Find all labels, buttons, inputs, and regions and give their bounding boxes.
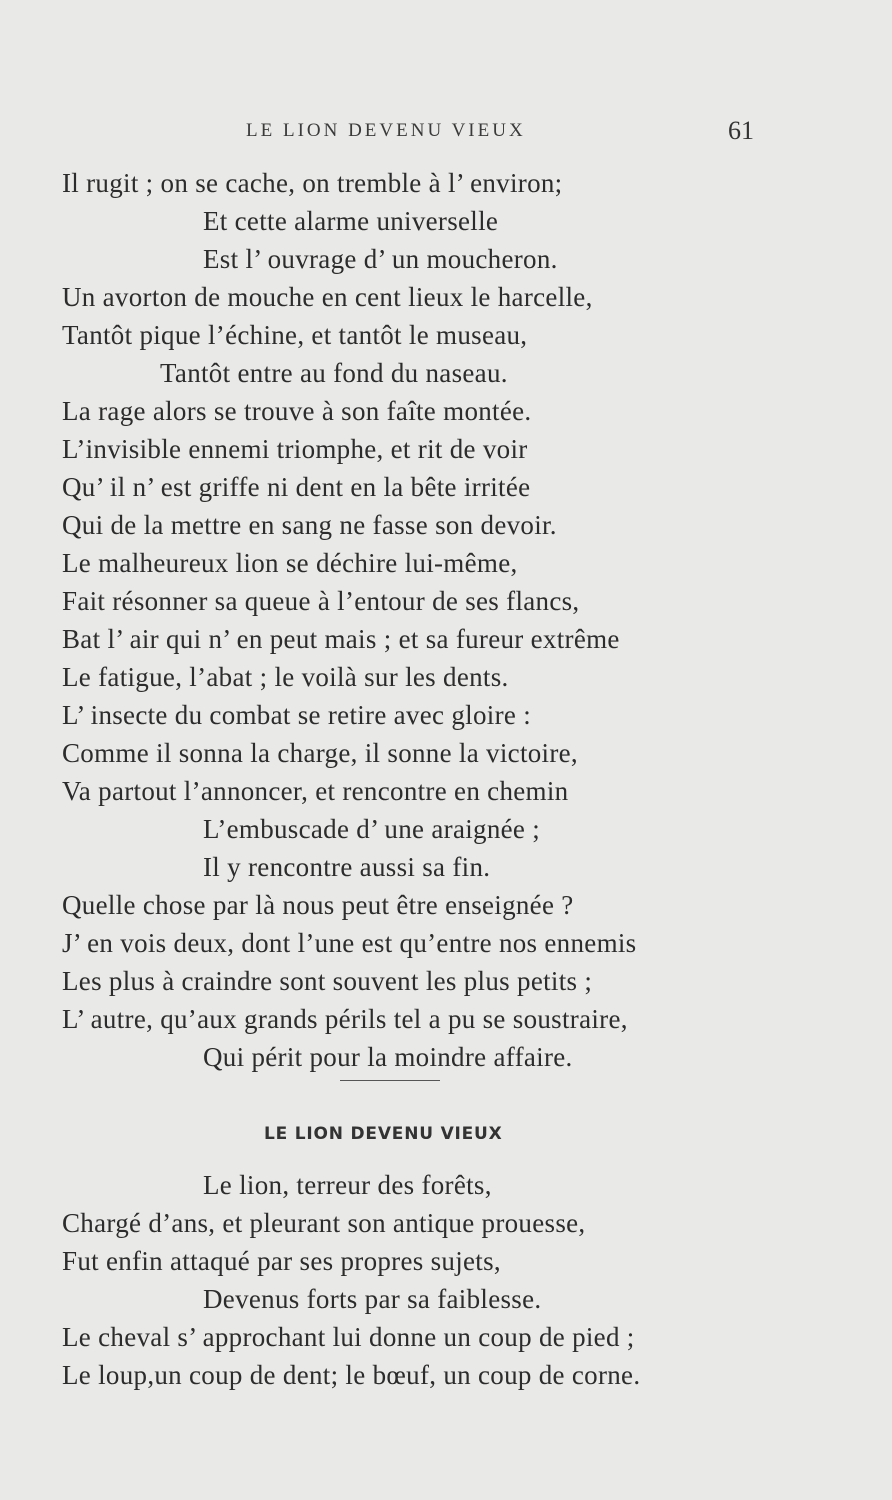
verse-line: Le fatigue, l’abat ; le voilà sur les dents. bbox=[62, 662, 509, 692]
section-title: LE LION DEVENU VIEUX bbox=[264, 1124, 503, 1144]
verse-line: L’ autre, qu’aux grands périls tel a pu se soustraire, bbox=[62, 1004, 628, 1034]
verse-line: Devenus forts par sa faiblesse. bbox=[203, 1284, 542, 1314]
verse-line: Les plus à craindre sont souvent les plus petits ; bbox=[62, 966, 593, 996]
running-title: LE LION DEVENU VIEUX bbox=[246, 120, 526, 141]
verse-line: Va partout l’annoncer, et rencontre en chemin bbox=[62, 776, 569, 806]
section-divider bbox=[340, 1080, 440, 1081]
verse-line: Tantôt pique l’échine, et tantôt le museau, bbox=[62, 320, 528, 350]
verse-line: Le malheureux lion se déchire lui-même, bbox=[62, 548, 518, 578]
verse-line: Qui de la mettre en sang ne fasse son devoir. bbox=[62, 510, 557, 540]
verse-line: Et cette alarme universelle bbox=[203, 206, 499, 236]
running-head bbox=[0, 116, 892, 150]
verse-line: Comme il sonna la charge, il sonne la victoire, bbox=[62, 738, 578, 768]
verse-line: Un avorton de mouche en cent lieux le harcelle, bbox=[62, 282, 593, 312]
verse-line: Il rugit ; on se cache, on tremble à l’ environ; bbox=[62, 168, 563, 198]
verse-line: Le cheval s’ approchant lui donne un coup de pied ; bbox=[62, 1322, 635, 1352]
verse-line: Il y rencontre aussi sa fin. bbox=[203, 852, 491, 882]
verse-line: Bat l’ air qui n’ en peut mais ; et sa fureur extrême bbox=[62, 624, 620, 654]
verse-line: Qui périt pour la moindre affaire. bbox=[203, 1042, 573, 1072]
verse-line: L’embuscade d’ une araignée ; bbox=[203, 814, 541, 844]
verse-line: L’ insecte du combat se retire avec gloire : bbox=[62, 700, 532, 730]
verse-line: Chargé d’ans, et pleurant son antique prouesse, bbox=[62, 1208, 586, 1238]
verse-line: Tantôt entre au fond du naseau. bbox=[160, 358, 508, 388]
verse-line: Le lion, terreur des forêts, bbox=[203, 1170, 492, 1200]
verse-line: Quelle chose par là nous peut être enseignée ? bbox=[62, 890, 574, 920]
page-number: 61 bbox=[728, 116, 754, 145]
verse-line: Fut enfin attaqué par ses propres sujets, bbox=[62, 1246, 501, 1276]
verse-line: Est l’ ouvrage d’ un moucheron. bbox=[203, 244, 558, 274]
verse-line: Fait résonner sa queue à l’entour de ses flancs, bbox=[62, 586, 580, 616]
verse-line: Le loup,un coup de dent; le bœuf, un coup de corne. bbox=[62, 1360, 641, 1390]
verse-line: L’invisible ennemi triomphe, et rit de voir bbox=[62, 434, 528, 464]
verse-line: La rage alors se trouve à son faîte montée. bbox=[62, 396, 532, 426]
verse-line: Qu’ il n’ est griffe ni dent en la bête irritée bbox=[62, 472, 531, 502]
verse-line: J’ en vois deux, dont l’une est qu’entre nos ennemis bbox=[62, 928, 637, 958]
